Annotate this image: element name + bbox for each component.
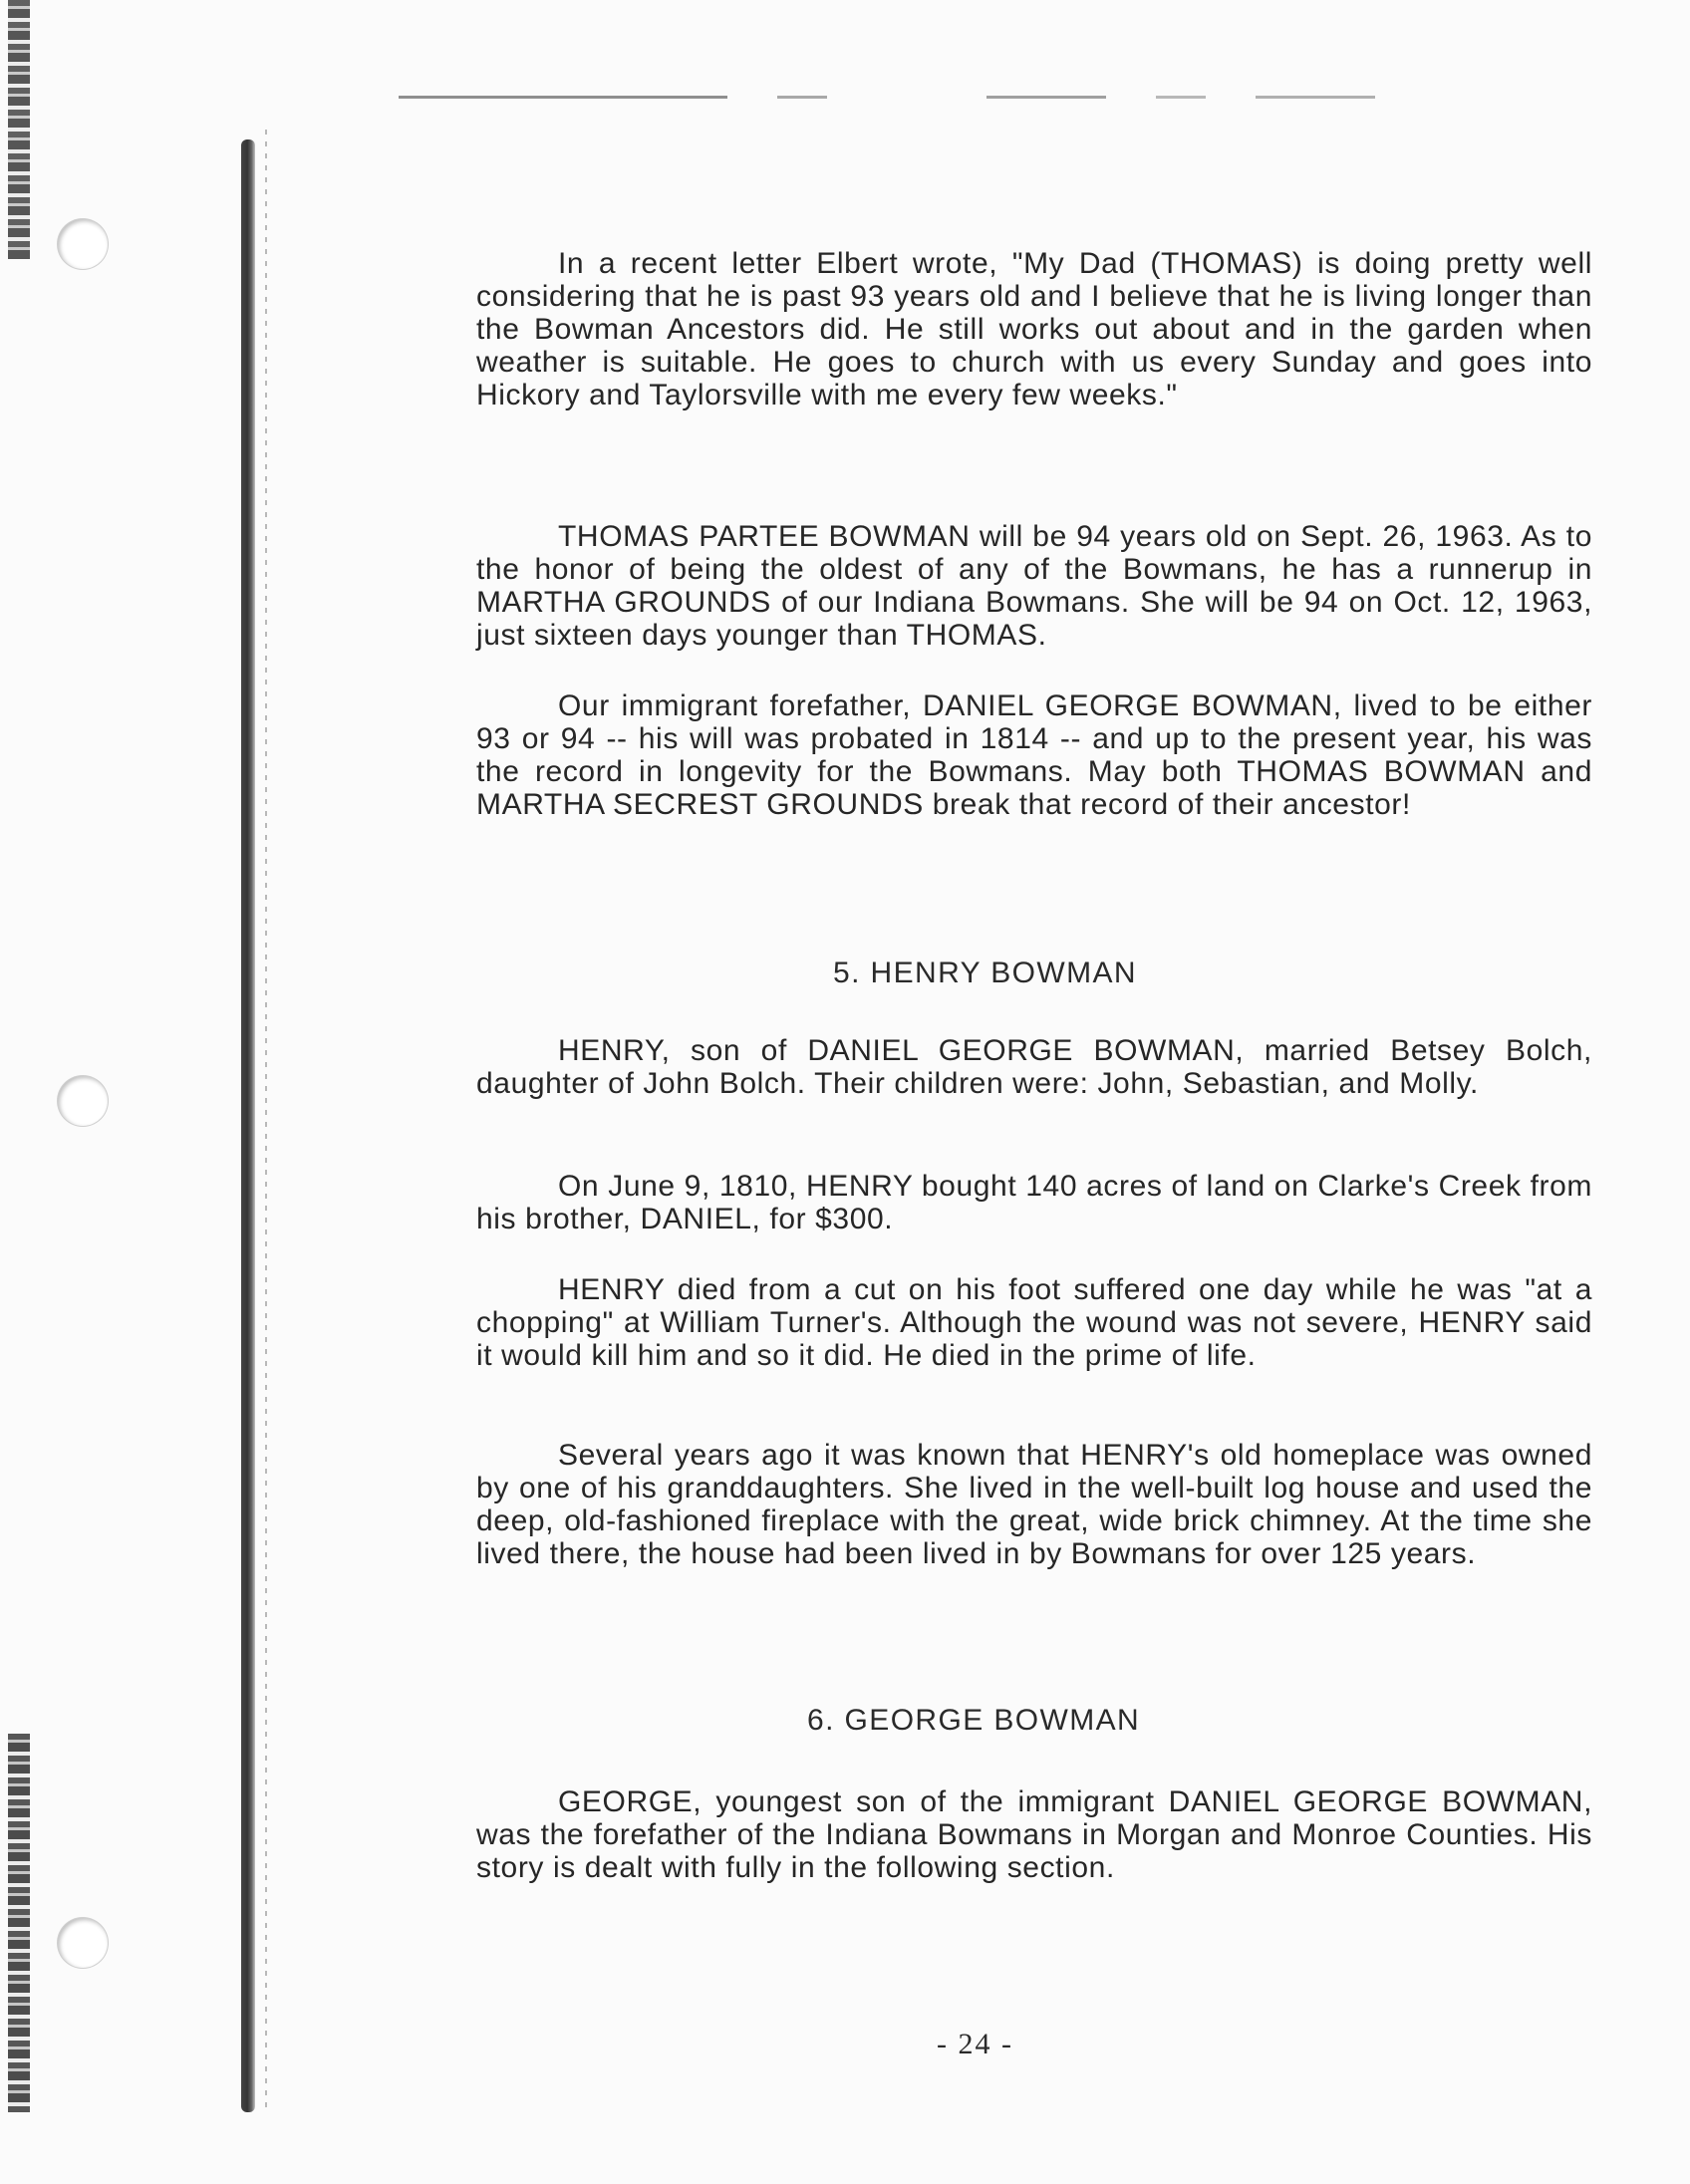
binding-shadow bbox=[241, 139, 255, 2112]
top-rule-segment-3 bbox=[986, 96, 1106, 99]
top-rule-segment-4 bbox=[1156, 96, 1206, 99]
paragraph-henry-land: On June 9, 1810, HENRY bought 140 acres of land on Clarke's Creek from his brother, DANIEL, for $300. bbox=[476, 1170, 1592, 1235]
scan-edge-top bbox=[8, 0, 30, 259]
top-rule-segment-5 bbox=[1256, 96, 1375, 99]
scan-edge-bottom bbox=[8, 1734, 30, 2112]
top-rule-segment-2 bbox=[777, 96, 827, 99]
punch-hole-middle bbox=[58, 1076, 108, 1126]
binding-dashes bbox=[265, 130, 267, 2112]
paragraph-henry-homeplace: Several years ago it was known that HENRY's old homeplace was owned by one of his granddaughters. She lived in the well-built log house and used the deep, old-fashioned fireplace with the great, wide brick chimney. At the time she lived there, the house had been lived in by Bowmans for over 125 years. bbox=[476, 1439, 1592, 1570]
section-heading-henry: 5. HENRY BOWMAN bbox=[833, 956, 1137, 989]
page-number: - 24 - bbox=[937, 2028, 1013, 2060]
paragraph-elbert-letter: In a recent letter Elbert wrote, "My Dad (THOMAS) is doing pretty well considering that he is past 93 years old and I believe that he is living longer than the Bowman Ancestors did. He still works out about and in the garden when weather is suitable. He goes to church with us every Sunday and goes into Hickory and Taylorsville with me every few weeks." bbox=[476, 247, 1592, 411]
paragraph-george: GEORGE, youngest son of the immigrant DANIEL GEORGE BOWMAN, was the forefather of the Indiana Bowmans in Morgan and Monroe Counties. His story is dealt with fully in the following section. bbox=[476, 1785, 1592, 1884]
paragraph-immigrant-forefather: Our immigrant forefather, DANIEL GEORGE BOWMAN, lived to be either 93 or 94 -- his will was probated in 1814 -- and up to the present year, his was the record in longevity for the Bowmans. May both THOMAS BOWMAN and MARTHA SECREST GROUNDS break that record of their ancestor! bbox=[476, 689, 1592, 821]
punch-hole-bottom bbox=[58, 1918, 108, 1968]
paragraph-thomas-age: THOMAS PARTEE BOWMAN will be 94 years old on Sept. 26, 1963. As to the honor of being the oldest of any of the Bowmans, he has a runnerup in MARTHA GROUNDS of our Indiana Bowmans. She will be 94 on Oct. 12, 1963, just sixteen days younger than THOMAS. bbox=[476, 520, 1592, 652]
paragraph-henry-death: HENRY died from a cut on his foot suffered one day while he was "at a chopping" at William Turner's. Although the wound was not severe, HENRY said it would kill him and so it did. He died in the prime of life. bbox=[476, 1273, 1592, 1372]
punch-hole-top bbox=[58, 219, 108, 269]
top-rule-segment-1 bbox=[399, 96, 727, 99]
section-heading-george: 6. GEORGE BOWMAN bbox=[807, 1704, 1141, 1737]
paragraph-henry-marriage: HENRY, son of DANIEL GEORGE BOWMAN, married Betsey Bolch, daughter of John Bolch. Their children were: John, Sebastian, and Molly. bbox=[476, 1034, 1592, 1100]
